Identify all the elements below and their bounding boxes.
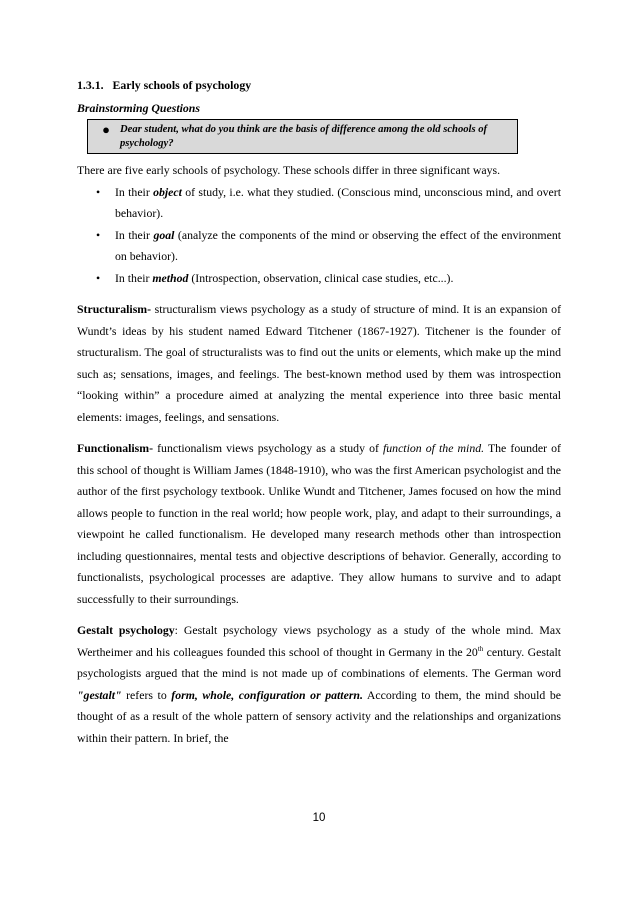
functionalism-paragraph: Functionalism- functionalism views psychology as a study of function of the mind. The founder of this school of thought is William James (1848-1910), who was the first American psychologist and the author of the first psychology textbook. Unlike Wundt and Titchener, James focused on how the mind allows people to function in the real world; how people work, play, and adapt to their surroundings, a viewpoint he called functionalism. He developed many research methods other than introspection including questionnaires, mental tests and objective descriptions of behavior. Generally, according to functionalists, psychological processes are adaptive. They allow humans to survive and to adapt successfully to their surroundings. (77, 441, 561, 606)
list-item: • In their method (Introspection, observation, clinical case studies, etc...). (77, 268, 561, 290)
list-item: • In their goal (analyze the components of the mind or observing the effect of the environment on behavior). (77, 225, 561, 268)
section-heading (77, 78, 561, 93)
gestalt-paragraph: Gestalt psychology: Gestalt psychology views psychology as a study of the whole mind. Max Wertheimer and his colleagues founded this school of thought in Germany in the 20th century. Gestalt psychologists argued that the mind is not made up of combinations of elements. The German word "gestalt" refers to form, whole, configuration or pattern. According to them, the mind should be thought of as a result of the whole pattern of sensory activity and the relationships and organizations within their pattern. In brief, the (77, 623, 562, 745)
list-item: • In their object of study, i.e. what they studied. (Conscious mind, unconscious mind, and overt behavior). (77, 182, 561, 225)
gestalt-term: Gestalt psychology (77, 623, 175, 637)
difference-list (77, 182, 561, 290)
page-content (77, 78, 561, 749)
page-number: 10 (312, 812, 326, 824)
brainstorming-question: Dear student, what do you think are the basis of difference among the old schools of psychology? (120, 124, 488, 149)
section-title: Early schools of psychology (112, 78, 252, 92)
section-number: 1.3.1. (77, 78, 104, 92)
structuralism-term: Structuralism- (77, 302, 152, 316)
functionalism-term: Functionalism- (77, 441, 154, 455)
bullet-icon: ● (102, 122, 110, 137)
brainstorming-box (87, 119, 518, 154)
term-object: object (153, 184, 182, 199)
structuralism-paragraph: Structuralism- structuralism views psychology as a study of structure of mind. It is an expansion of Wundt’s ideas by his student named Edward Titchener (1867-1927). Titchener is the founder of structuralism. The goal of structuralists was to find out the units or elements, which make up the mind such as; sensations, images, and feelings. The best-known method used by them was introspection “looking within” a procedure aimed at analyzing the mental experience into three basic mental elements: images, feelings, and sensations. (77, 302, 561, 424)
term-method: method (152, 270, 189, 285)
bullet-icon: • (96, 270, 101, 285)
brainstorming-title: Brainstorming Questions (77, 101, 200, 115)
bullet-icon: • (96, 227, 101, 242)
intro-paragraph: There are five early schools of psychology. These schools differ in three significant ways. (77, 163, 501, 177)
term-goal: goal (153, 227, 175, 242)
bullet-icon: • (96, 184, 101, 199)
